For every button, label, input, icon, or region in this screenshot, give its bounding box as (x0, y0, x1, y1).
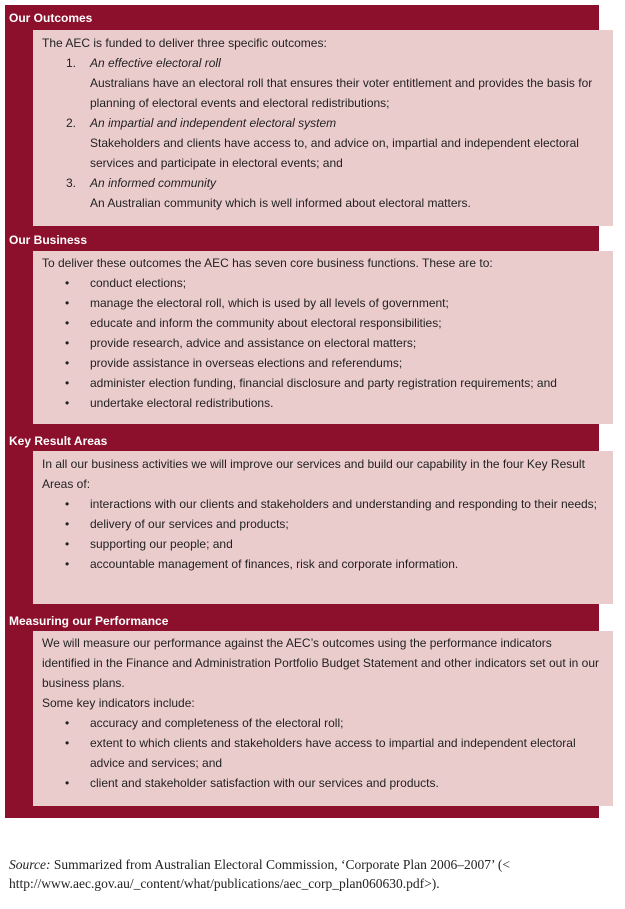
list-item (33, 534, 613, 554)
bullet-icon: • (65, 736, 70, 750)
bullet-icon: • (65, 776, 70, 790)
kra-heading: Key Result Areas (9, 434, 108, 448)
bullet-icon: • (65, 376, 70, 390)
outcomes-heading: Our Outcomes (9, 11, 93, 25)
list-item (33, 373, 613, 393)
bullet-icon: • (65, 356, 70, 370)
source-text: Summarized from Australian Electoral Commission, ‘Corporate Plan 2006–2007’ (< http://www.aec.gov.au/_content/what/publications/aec_corp_plan060630.pdf>). (9, 857, 511, 891)
list-item-text: undertake electoral redistributions. (90, 396, 274, 410)
bullet-icon: • (65, 336, 70, 350)
list-item-text: extent to which clients and stakeholders have access to impartial and independent electoral advice and services; and (90, 736, 576, 770)
list-item (33, 313, 613, 333)
list-item (33, 514, 613, 534)
source-note (9, 855, 614, 893)
list-item-text: provide assistance in overseas elections and referendums; (90, 356, 403, 370)
list-item (33, 353, 613, 373)
bullet-icon: • (65, 497, 70, 511)
list-item (33, 393, 613, 413)
business-list (33, 273, 613, 413)
outcome-text: Australians have an electoral roll that ensures their voter entitlement and provides the basis for planning of electoral events and electoral redistributions; (90, 76, 593, 110)
performance-box (33, 631, 613, 806)
bullet-icon: • (65, 557, 70, 571)
list-item (33, 293, 613, 313)
kra-list (33, 494, 613, 574)
business-heading: Our Business (9, 233, 88, 247)
list-item (33, 773, 613, 793)
outcomes-list (33, 53, 613, 213)
list-item-text: conduct elections; (90, 276, 187, 290)
list-item (33, 733, 613, 773)
list-item-text: accuracy and completeness of the electoral roll; (90, 716, 344, 730)
bullet-icon: • (65, 517, 70, 531)
list-item (33, 554, 613, 574)
outcome-text: An Australian community which is well informed about electoral matters. (90, 196, 471, 210)
bullet-icon: • (65, 396, 70, 410)
list-item (33, 713, 613, 733)
list-item-text: supporting our people; and (90, 537, 233, 551)
outcome-number: 3. (66, 176, 77, 190)
outcome-title: An impartial and independent electoral system (90, 116, 337, 130)
list-item-text: educate and inform the community about electoral responsibilities; (90, 316, 442, 330)
list-item-text: administer election funding, financial disclosure and party registration requirements; and (90, 376, 557, 390)
list-item-text: manage the electoral roll, which is used by all levels of government; (90, 296, 449, 310)
list-item (33, 494, 613, 514)
performance-intro: We will measure our performance against the AEC’s outcomes using the performance indicators identified in the Finance and Administration Portfolio Budget Statement and other indicators set out in our business plans. (42, 636, 600, 690)
bullet-icon: • (65, 716, 70, 730)
outcomes-box (33, 30, 613, 226)
performance-intro-2: Some key indicators include: (42, 696, 195, 710)
business-box (33, 251, 613, 424)
kra-box (33, 451, 613, 604)
outcome-title: An effective electoral roll (90, 56, 221, 70)
list-item (33, 333, 613, 353)
bullet-icon: • (65, 296, 70, 310)
list-item-text: client and stakeholder satisfaction with our services and products. (90, 776, 439, 790)
source-label: Source: (9, 857, 51, 872)
list-item-text: delivery of our services and products; (90, 517, 289, 531)
performance-heading: Measuring our Performance (9, 614, 169, 628)
outcome-text: Stakeholders and clients have access to, and advice on, impartial and independent electoral services and participate in electoral events; and (90, 136, 579, 170)
bullet-icon: • (65, 276, 70, 290)
outcome-item (33, 53, 613, 113)
outcome-title: An informed community (90, 176, 217, 190)
outcome-item (33, 113, 613, 173)
kra-intro: In all our business activities we will improve our services and build our capability in the four Key Result Areas of: (42, 457, 585, 491)
performance-list (33, 713, 613, 793)
outcome-number: 2. (66, 116, 77, 130)
bullet-icon: • (65, 537, 70, 551)
outcome-number: 1. (66, 56, 77, 70)
outcome-item (33, 173, 613, 213)
outcomes-intro: The AEC is funded to deliver three specific outcomes: (42, 36, 327, 50)
list-item (33, 273, 613, 293)
list-item-text: accountable management of finances, risk and corporate information. (90, 557, 459, 571)
business-intro: To deliver these outcomes the AEC has seven core business functions. These are to: (42, 256, 493, 270)
list-item-text: interactions with our clients and stakeholders and understanding and responding to their needs; (90, 497, 597, 511)
bullet-icon: • (65, 316, 70, 330)
list-item-text: provide research, advice and assistance on electoral matters; (90, 336, 417, 350)
